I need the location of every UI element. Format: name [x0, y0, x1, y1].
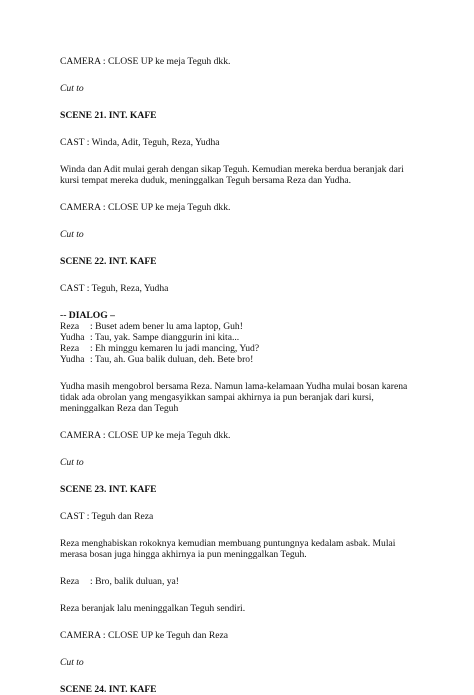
transition-cut-to: Cut to: [60, 457, 84, 468]
action-line: meninggalkan Reza dan Teguh: [60, 403, 179, 414]
action-line: Yudha masih mengobrol bersama Reza. Namun lama-kelamaan Yudha mulai bosan karena: [60, 381, 408, 392]
action-line: tidak ada obrolan yang mengasyikkan sampai akhirnya ia pun beranjak dari kursi,: [60, 392, 374, 403]
dialog-line: [60, 321, 418, 332]
dialog-speaker: Reza: [60, 343, 80, 354]
script-page: [60, 56, 418, 695]
action-line: kursi tempat mereka duduk, meninggalkan Teguh bersama Reza dan Yudha.: [60, 175, 352, 186]
action-line: Winda dan Adit mulai gerah dengan sikap Teguh. Kemudian mereka berdua beranjak dari: [60, 164, 404, 175]
scene-heading: SCENE 21. INT. KAFE: [60, 110, 157, 121]
transition-cut-to: Cut to: [60, 657, 84, 668]
dialog-text: : Tau, ah. Gua balik duluan, deh. Bete bro!: [90, 354, 254, 365]
action-line: Reza menghabiskan rokoknya kemudian membuang puntungnya kedalam asbak. Mulai: [60, 538, 396, 549]
scene-heading: SCENE 24. INT. KAFE: [60, 684, 157, 695]
cast-list: CAST : Teguh dan Reza: [60, 511, 154, 522]
dialog-text: : Bro, balik duluan, ya!: [90, 576, 179, 587]
camera-direction: CAMERA : CLOSE UP ke meja Teguh dkk.: [60, 430, 231, 441]
dialog-line: [60, 576, 418, 587]
action-paragraph: [60, 538, 418, 560]
cast-list: CAST : Teguh, Reza, Yudha: [60, 283, 169, 294]
dialog-text: : Tau, yak. Sampe dianggurin ini kita...: [90, 332, 240, 343]
dialog-line: [60, 332, 418, 343]
action-paragraph: [60, 381, 418, 414]
scene-heading: SCENE 22. INT. KAFE: [60, 256, 157, 267]
dialog-heading: -- DIALOG –: [60, 310, 115, 321]
action-line: merasa bosan juga hingga akhirnya ia pun meninggalkan Teguh.: [60, 549, 307, 560]
transition-cut-to: Cut to: [60, 229, 84, 240]
dialog-speaker: Yudha: [60, 354, 85, 365]
dialog-line: [60, 343, 418, 354]
camera-direction: CAMERA : CLOSE UP ke meja Teguh dkk.: [60, 56, 231, 67]
dialog-speaker: Yudha: [60, 332, 85, 343]
action-line: Reza beranjak lalu meninggalkan Teguh sendiri.: [60, 603, 246, 614]
dialog-text: : Buset adem bener lu ama laptop, Guh!: [90, 321, 243, 332]
dialog-line: [60, 354, 418, 365]
dialog-speaker: Reza: [60, 321, 80, 332]
action-paragraph: [60, 164, 418, 186]
dialog-speaker: Reza: [60, 576, 80, 587]
transition-cut-to: Cut to: [60, 83, 84, 94]
cast-list: CAST : Winda, Adit, Teguh, Reza, Yudha: [60, 137, 220, 148]
scene-heading: SCENE 23. INT. KAFE: [60, 484, 157, 495]
camera-direction: CAMERA : CLOSE UP ke meja Teguh dkk.: [60, 202, 231, 213]
camera-direction: CAMERA : CLOSE UP ke Teguh dan Reza: [60, 630, 229, 641]
dialog-text: : Eh minggu kemaren lu jadi mancing, Yud?: [90, 343, 260, 354]
